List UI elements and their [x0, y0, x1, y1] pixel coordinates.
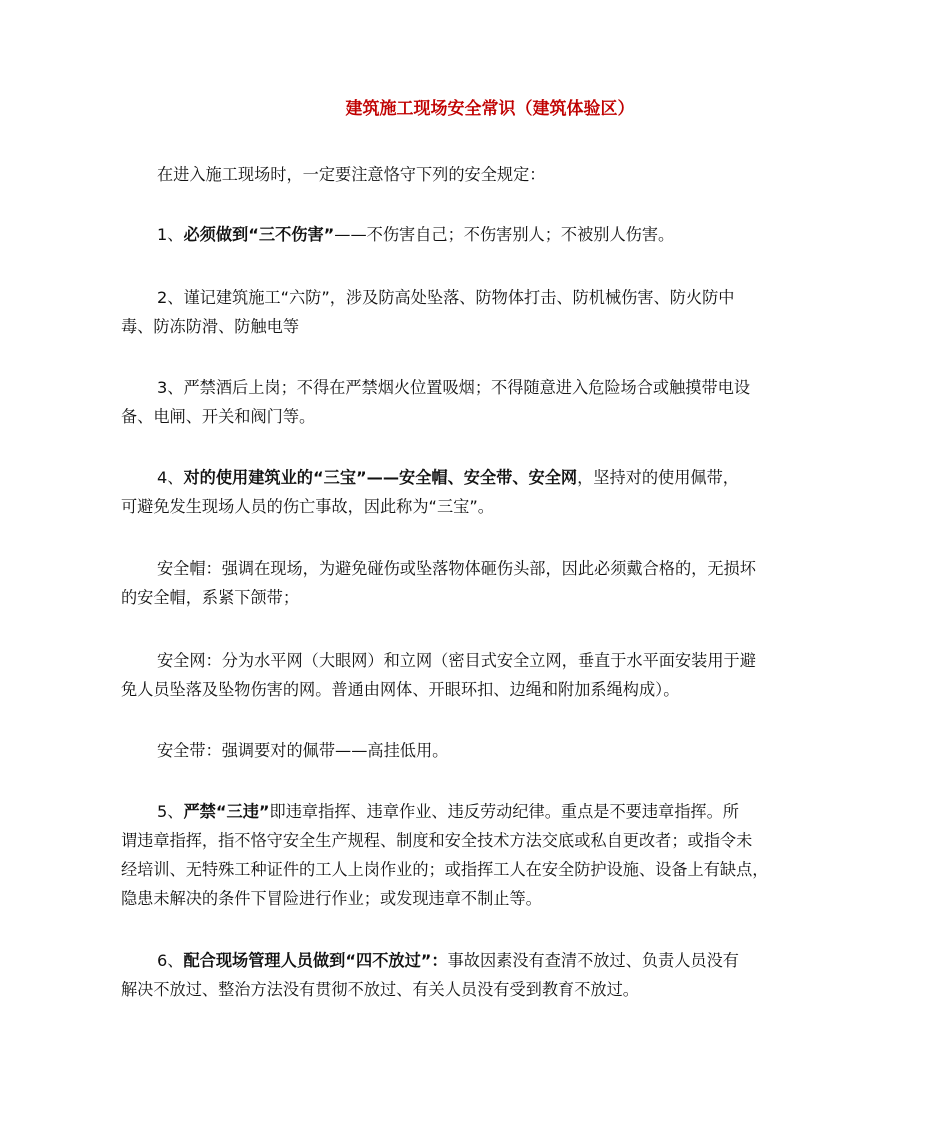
item-6-bold-text: 配合现场管理人员做到“四不放过”：: [183, 951, 448, 970]
helmet-line-2: 的安全帽，系紧下颌带；: [121, 588, 300, 607]
item-5-number: 5、: [157, 802, 184, 821]
item-4-bold-text: 对的使用建筑业的“三宝”——安全帽、安全带、安全网: [183, 468, 578, 487]
intro-paragraph: [121, 160, 841, 189]
item-5-bold-text: 严禁“三违”: [183, 802, 270, 821]
item-4-text: ，坚持对的使用佩带，: [577, 468, 739, 487]
item-6-text: 事故因素没有查清不放过、负责人员没有: [447, 951, 739, 970]
item-3-line-2: 备、电闸、开关和阀门等。: [121, 407, 316, 426]
helmet-line-1: 安全帽：强调在现场，为避免碰伤或坠落物体砸伤头部，因此必须戴合格的，无损坏: [157, 559, 756, 578]
item-5-paragraph: [121, 797, 841, 913]
item-4-line-2: 可避免发生现场人员的伤亡事故，因此称为“三宝”。: [121, 497, 494, 516]
intro-text: 在进入施工现场时，一定要注意恪守下列的安全规定：: [157, 165, 546, 184]
item-2-paragraph: [121, 283, 841, 341]
item-4-paragraph: [121, 463, 841, 521]
net-line-2: 免人员坠落及坠物伤害的网。普通由网体、开眼环扣、边绳和附加系绳构成）。: [121, 680, 680, 699]
net-paragraph: [121, 646, 841, 704]
item-4-number: 4、: [157, 468, 184, 487]
document-title: 建筑施工现场安全常识（建筑体验区）: [345, 99, 635, 119]
item-6-paragraph: [121, 946, 841, 1004]
item-1-bold-text: 必须做到“三不伤害”: [183, 225, 335, 244]
item-3-paragraph: [121, 373, 841, 431]
belt-paragraph: [121, 736, 841, 765]
helmet-paragraph: [121, 554, 841, 612]
item-5-line-2: 谓违章指挥，指不恪守安全生产规程、制度和安全技术方法交底或私自更改者；或指令未: [121, 831, 753, 850]
item-5-text: 即违章指挥、违章作业、违反劳动纪律。重点是不要违章指挥。所: [269, 802, 739, 821]
net-line-1: 安全网：分为水平网（大眼网）和立网（密目式安全立网，垂直于水平面安装用于避: [157, 651, 756, 670]
item-2-line-1: 2、谨记建筑施工“六防”，涉及防高处坠落、防物体打击、防机械伤害、防火防中: [157, 288, 735, 307]
item-1-paragraph: [121, 220, 841, 249]
item-3-line-1: 3、严禁酒后上岗；不得在严禁烟火位置吸烟；不得随意进入危险场合或触摸带电设: [157, 378, 751, 397]
item-5-line-3: 经培训、无特殊工种证件的工人上岗作业的；或指挥工人在安全防护设施、设备上有缺点，: [121, 860, 769, 879]
item-1-number: 1、: [157, 225, 184, 244]
item-6-number: 6、: [157, 951, 184, 970]
item-1-text: ——不伤害自己；不伤害别人；不被别人伤害。: [334, 225, 675, 244]
item-6-line-2: 解决不放过、整治方法没有贯彻不放过、有关人员没有受到教育不放过。: [121, 980, 639, 999]
item-2-line-2: 毒、防冻防滑、防触电等: [121, 317, 300, 336]
item-5-line-4: 隐患未解决的条件下冒险进行作业；或发现违章不制止等。: [121, 889, 542, 908]
belt-text: 安全带：强调要对的佩带——高挂低用。: [157, 741, 449, 760]
